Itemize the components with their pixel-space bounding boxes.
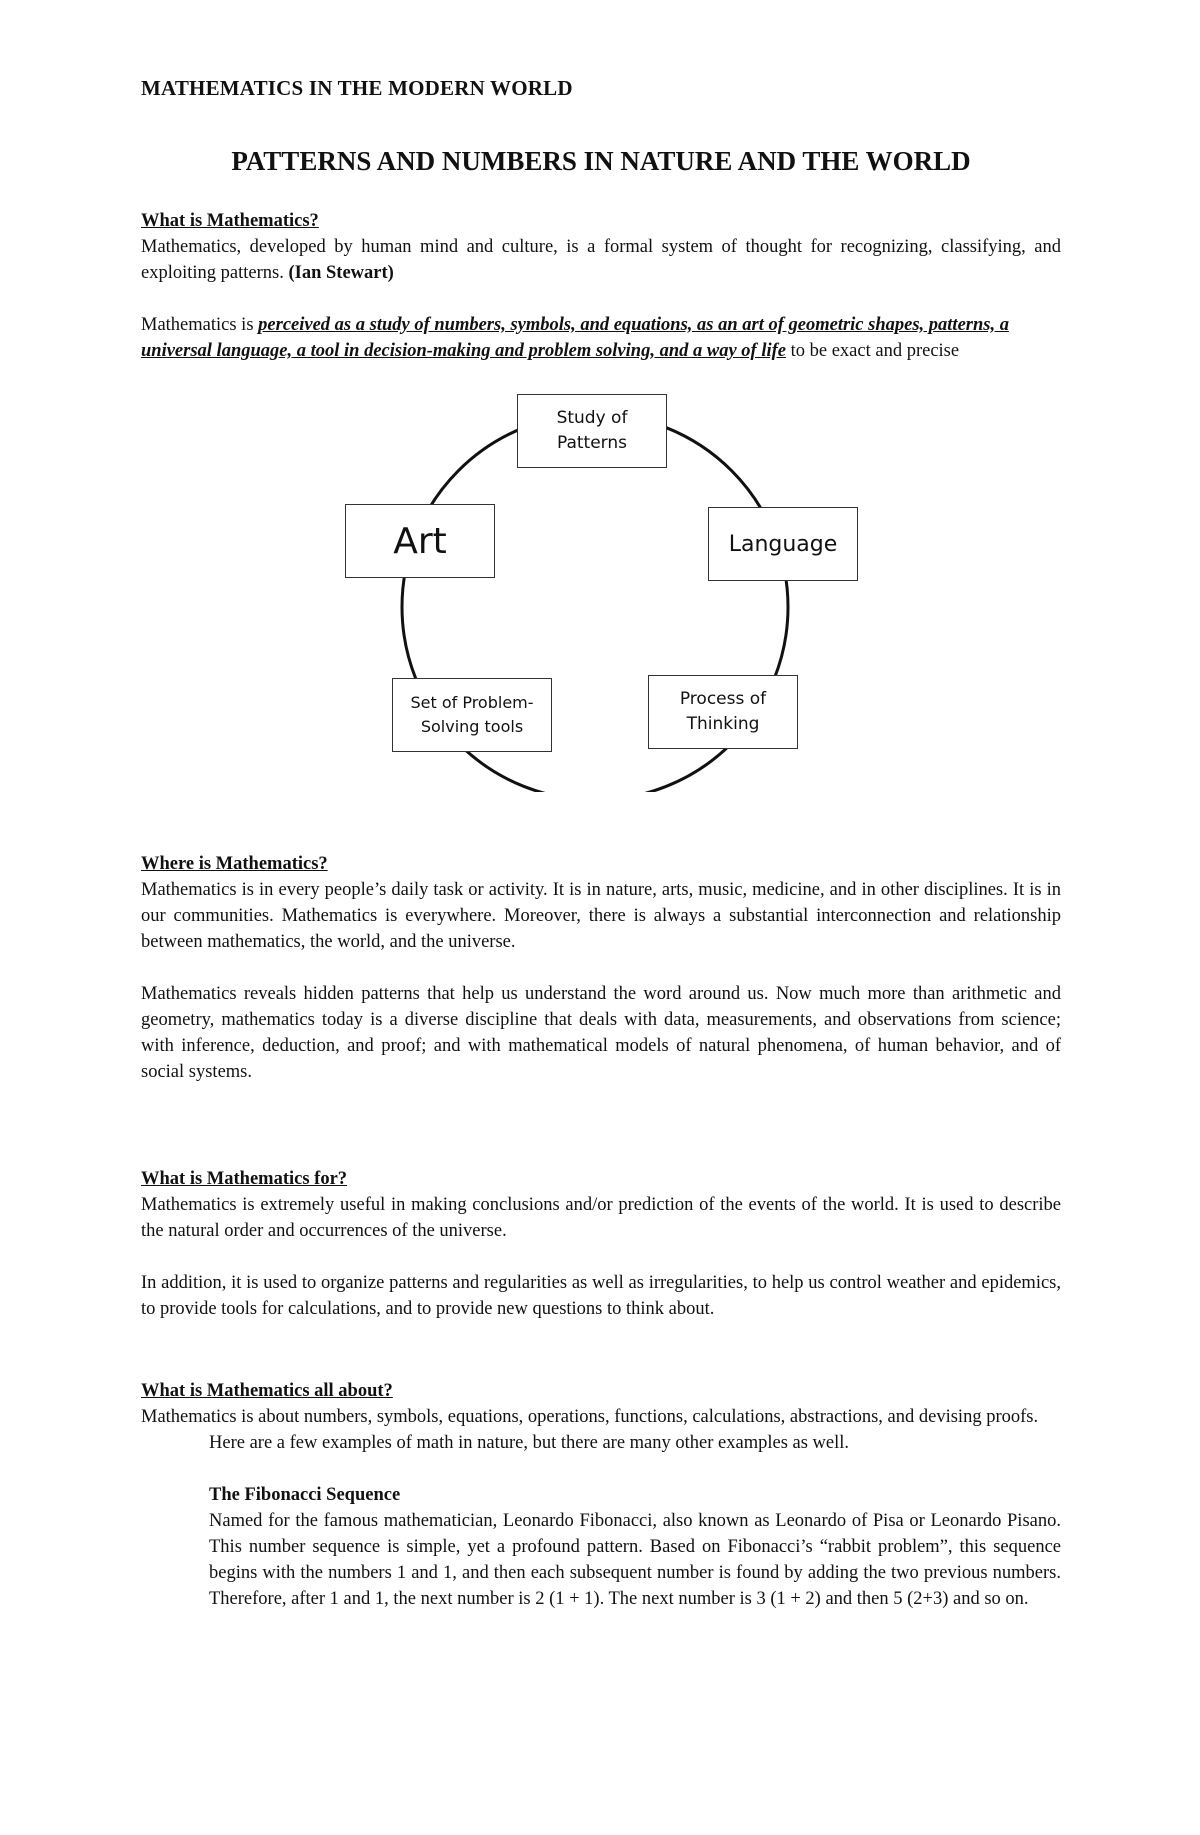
paragraph: In addition, it is used to organize patterns and regularities as well as irregularities, to help us control weather and epidemics, to provide tools for calculations, and to provide new questions to think about. — [141, 1273, 1061, 1319]
fibonacci-block — [209, 1482, 1061, 1612]
section-what-is — [141, 208, 1061, 364]
paragraph: Mathematics is extremely useful in making conclusions and/or prediction of the events of the world. It is used to describe the natural order and occurrences of the universe. — [141, 1195, 1061, 1241]
section-heading: Where is Mathematics? — [141, 854, 328, 874]
page-title: PATTERNS AND NUMBERS IN NATURE AND THE WORLD — [231, 146, 971, 176]
paragraph: Mathematics reveals hidden patterns that help us understand the word around us. Now much more than arithmetic and geometry, mathematics today is a diverse discipline that deals with data, measurements, and observations from science; with inference, deduction, and proof; and with mathematical models of natural phenomena, of human behavior, and of social systems. — [141, 984, 1061, 1082]
section-heading: What is Mathematics? — [141, 211, 319, 231]
section-heading: What is Mathematics all about? — [141, 1381, 393, 1401]
node-language: Language — [708, 507, 858, 581]
emphasis-text: perceived as a study of numbers, symbols, and equations, as an art of geometric shapes, patterns, a universal language, a tool in decision-making and problem solving, and a way of life — [141, 315, 1009, 361]
paragraph: Here are a few examples of math in nature, but there are many other examples as well. — [209, 1433, 850, 1453]
paragraph — [141, 312, 1061, 364]
paragraph: Mathematics is about numbers, symbols, equations, operations, functions, calculations, abstractions, and devising proofs. — [141, 1407, 1039, 1427]
fibonacci-title: The Fibonacci Sequence — [209, 1485, 401, 1505]
author-citation: (Ian Stewart) — [288, 263, 394, 283]
node-problem-solving-tools: Set of Problem-Solving tools — [392, 678, 552, 752]
paragraph-text: Mathematics is — [141, 315, 254, 335]
paragraph-text: Mathematics, developed by human mind and culture, is a formal system of thought for recognizing, classifying, and exploiting patterns. — [141, 237, 1061, 283]
section-all-about — [141, 1378, 1061, 1612]
section-what-for — [141, 1166, 1061, 1322]
node-process-of-thinking: Process of Thinking — [648, 675, 798, 749]
course-title: MATHEMATICS IN THE MODERN WORLD — [141, 76, 573, 100]
math-concept-diagram — [345, 392, 865, 792]
paragraph: Mathematics is in every people’s daily task or activity. It is in nature, arts, music, medicine, and in other disciplines. It is in our communities. Mathematics is everywhere. Moreover, there is always a substantial interconnection and relationship between mathematics, the world, and the universe. — [141, 880, 1061, 952]
paragraph: Named for the famous mathematician, Leonardo Fibonacci, also known as Leonardo of Pisa or Leonardo Pisano. This number sequence is simple, yet a profound pattern. Based on Fibonacci’s “rabbit problem”, this sequence begins with the numbers 1 and 1, and then each subsequent number is found by adding the two previous numbers. Therefore, after 1 and 1, the next number is 2 (1 + 1). The next number is 3 (1 + 2) and then 5 (2+3) and so on. — [209, 1511, 1061, 1609]
section-heading: What is Mathematics for? — [141, 1169, 348, 1189]
node-study-of-patterns: Study of Patterns — [517, 394, 667, 468]
paragraph-text: to be exact and precise — [790, 341, 960, 361]
node-art: Art — [345, 504, 495, 578]
paragraph — [141, 234, 1061, 286]
section-where-is — [141, 851, 1061, 1085]
